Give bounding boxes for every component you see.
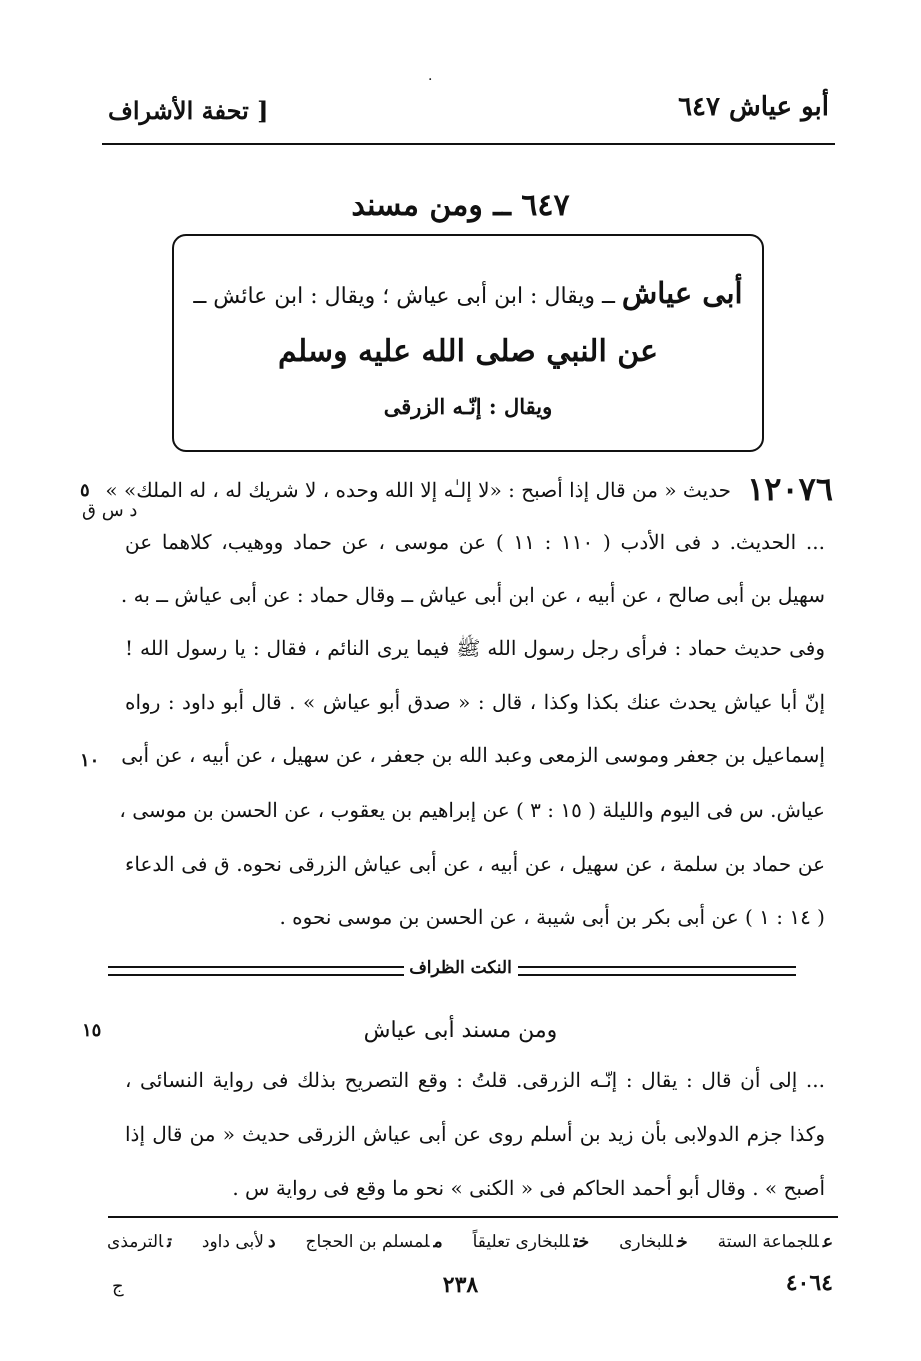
abbrev-item: عللجماعة الستة [717,1232,833,1252]
page-dot-mark: · [428,72,433,88]
header-rule [102,143,835,145]
hadith-line: ( ١٤ : ١ ) عن أبى بكر بن أبى شيبة ، عن الحسن بن موسى نحوه . [279,905,825,929]
hadith-line: عن حماد بن سلمة ، عن سهيل ، عن أبيه ، عن أبى عياش الزرقى نحوه. ق فى الدعاء [125,852,825,876]
hadith-line: وفى حديث حماد : فرأى رجل رسول الله ﷺ فيما يرى النائم ، فقال : يا رسول الله ! [125,636,825,660]
hadith-line: ... الحديث. د فى الأدب ( ١١٠ : ١١ ) عن موسى ، عن حماد ووهيب، كلاهما عن [125,530,825,554]
running-head-left: [ تحفة الأشراف [108,96,269,125]
abbrev-item: دلأبى داود [201,1232,276,1252]
companion-name: أبى عياش [621,276,743,310]
title-box-line-3: ويقال : إنّـه الزرقى [383,394,553,419]
footer-rule [108,1216,838,1218]
hadith-line: حديث « من قال إذا أصبح : «لا إلـٰه إلا الله وحده ، لا شريك له ، له الملك» » [105,478,731,502]
hadith-line: عياش. س فى اليوم والليلة ( ١٥ : ٣ ) عن إبراهيم بن يعقوب ، عن الحسن بن موسى ، [119,798,825,822]
running-head-right: أبو عياش ٦٤٧ [678,92,829,122]
margin-line-number-15: ١٥ [82,1020,102,1041]
companion-name-variants: ــ ويقال : ابن أبى عياش ؛ ويقال : ابن عائش ــ [193,284,615,309]
hadith-line: إسماعيل بن جعفر وموسى الزمعى وعبد الله بن جعفر ، عن سهيل ، عن أبيه ، عن أبى [121,743,825,767]
margin-line-number-10: ١٠ [80,750,100,771]
nukat-heading: ومن مسند أبى عياش [363,1018,558,1043]
nukat-line: ... إلى أن قال : يقال : إنّـه الزرقى. قلتُ : وقع التصريح بذلك فى رواية النسائى ، [125,1068,825,1092]
hadith-line: إنّ أبا عياش يحدث عنك بكذا وكذا ، قال : « صدق أبو عياش » . قال أبو داود : رواه [125,690,825,714]
hadith-number: ١٢٠٧٦ [747,470,833,508]
page-number: ٢٣٨ [442,1272,479,1298]
title-box-line-1 [174,276,762,310]
abbrev-item: ختللبخارى تعليقاً [472,1232,590,1252]
title-box-line-2: عن النبي صلى الله عليه وسلم [278,334,658,369]
title-box [172,234,764,452]
nukat-label: النكت الظراف [409,958,512,978]
hadith-count: ٤٠٦٤ [785,1270,833,1296]
nukat-line: وكذا جزم الدولابى بأن زيد بن أسلم روى عن أبى عياش الزرقى حديث « من قال إذا [125,1122,825,1146]
abbrev-item: تالترمذى [107,1232,172,1252]
abbrev-item: ملمسلم بن الحجاج [305,1232,443,1252]
hadith-line: سهيل بن أبى صالح ، عن أبيه ، عن ابن أبى عياش ــ وقال حماد : عن أبى عياش ــ به . [120,583,825,607]
nukat-line: أصبح » . وقال أبو أحمد الحاكم فى « الكنى » نحو ما وقع فى رواية س . [232,1176,825,1200]
hadith-sigla: د س ق [82,500,138,521]
abbreviation-key [107,1232,833,1252]
abbrev-item: خللبخارى [619,1232,688,1252]
volume-letter: ج [112,1276,124,1297]
section-heading: ٦٤٧ ــ ومن مسند [351,188,570,223]
margin-line-number-5: ٥ [80,480,90,501]
